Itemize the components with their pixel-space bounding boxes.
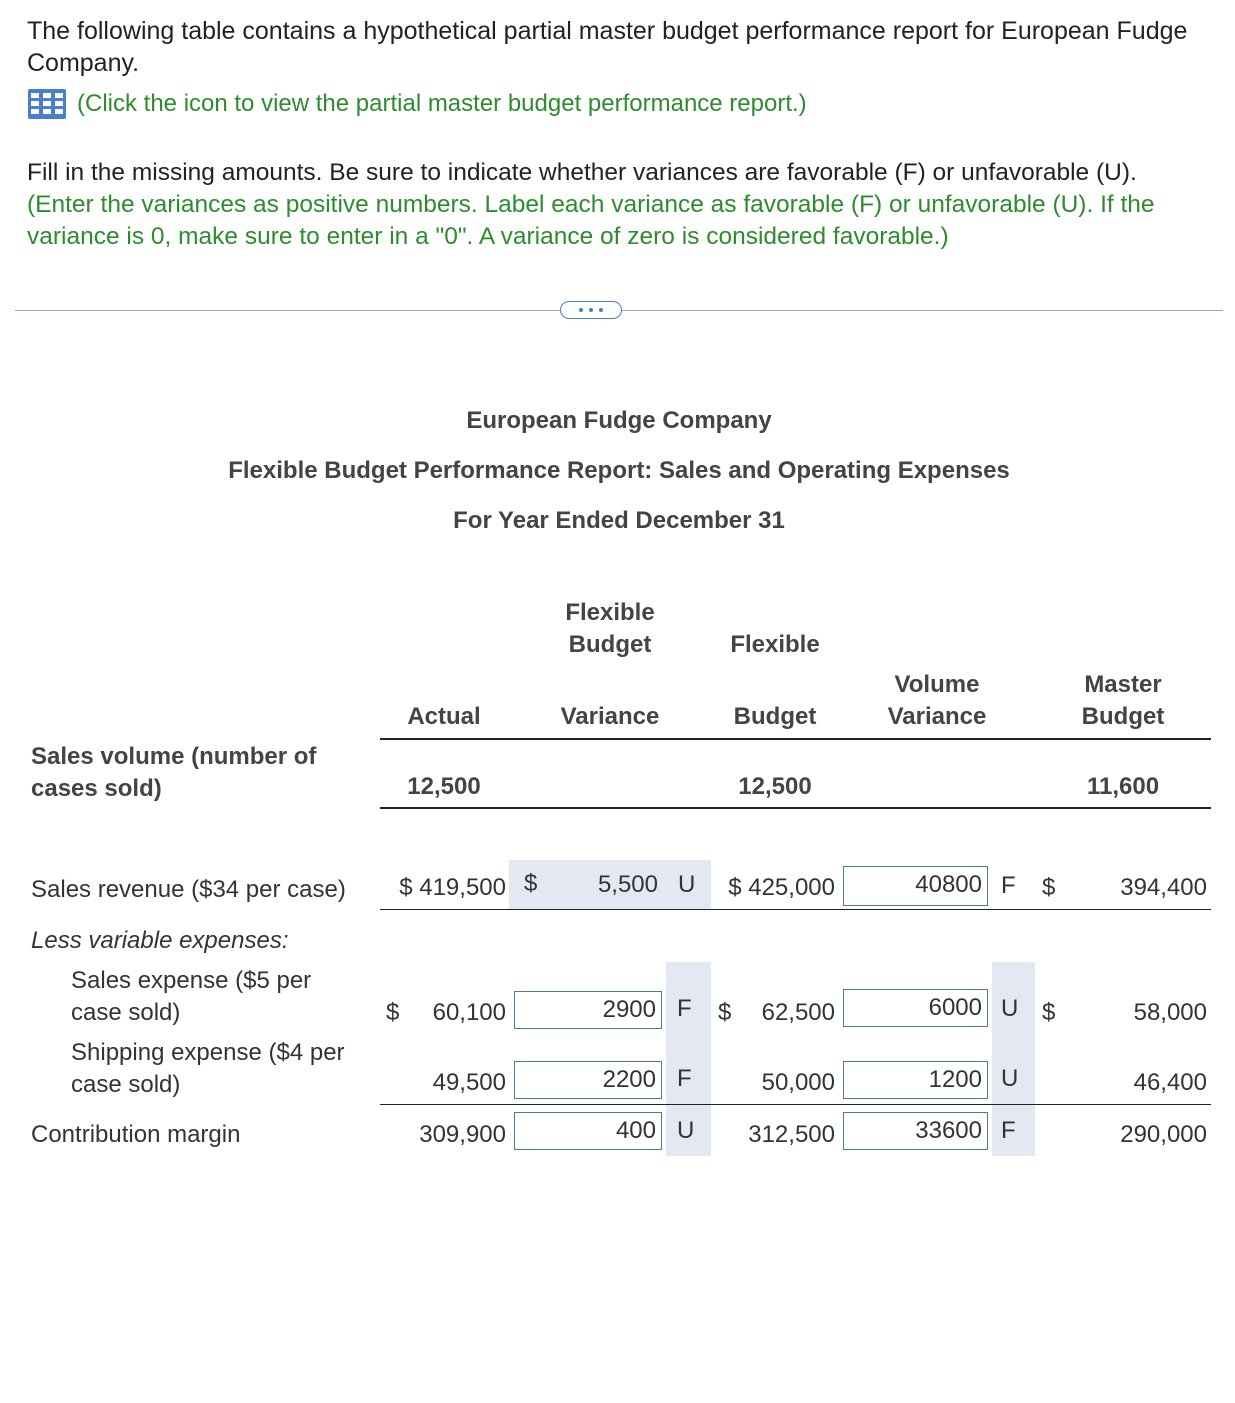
sales-expense-fbv-flag[interactable]: F (677, 995, 692, 1022)
shipping-expense-label: Shipping expense ($4 per case sold) (71, 1039, 345, 1098)
header-rule (380, 738, 1211, 740)
shipping-expense-fbv-input[interactable]: 2200 (514, 1061, 662, 1099)
shipping-expense-master: 46,400 (1133, 1069, 1207, 1096)
sales-revenue-flexible: $ 425,000 (728, 874, 835, 901)
shipping-expense-actual: 49,500 (432, 1069, 506, 1096)
more-button[interactable] (560, 301, 622, 319)
contribution-margin-flexible: 312,500 (748, 1121, 835, 1148)
company-name: European Fudge Company (466, 407, 772, 434)
header-fb-1: Flexible (730, 631, 820, 658)
sales-expense-master: 58,000 (1133, 999, 1207, 1026)
sales-volume-flexible: 12,500 (738, 773, 812, 800)
contribution-margin-fbv-flag[interactable]: U (677, 1117, 695, 1144)
contribution-margin-vv-flag[interactable]: F (1001, 1117, 1016, 1144)
shipping-expense-vv-input[interactable]: 1200 (843, 1061, 988, 1099)
report-link[interactable] (27, 88, 807, 120)
contribution-margin-actual: 309,900 (419, 1121, 506, 1148)
shipping-expense-fbv-flag[interactable]: F (677, 1065, 692, 1092)
sales-expense-vv-input[interactable]: 6000 (843, 989, 988, 1027)
report-link-text[interactable]: (Click the icon to view the partial master budget performance report.) (77, 90, 807, 117)
table-grid-icon[interactable] (27, 88, 67, 120)
sales-expense-actual: 60,100 (432, 999, 506, 1026)
sales-expense-vv-flag[interactable]: U (1001, 995, 1019, 1022)
sales-expense-label: Sales expense ($5 per case sold) (71, 967, 312, 1026)
sales-revenue-master: 394,400 (1120, 874, 1207, 901)
sales-volume-master: 11,600 (1086, 773, 1160, 800)
header-vv-2: Variance (887, 703, 987, 730)
sales-revenue-actual: $ 419,500 (399, 874, 506, 901)
sales-expense-fbv-input[interactable]: 2900 (514, 991, 662, 1029)
header-fbv-1: Flexible (565, 599, 655, 626)
intro-text: The following table contains a hypothetical partial master budget performance report for European Fudge Company. (27, 17, 1188, 77)
sales-expense-flexible: 62,500 (761, 999, 835, 1026)
sales-revenue-mb-dollar: $ (1042, 874, 1056, 901)
contribution-margin-master: 290,000 (1120, 1121, 1207, 1148)
instructions (27, 157, 1222, 253)
report-title: Flexible Budget Performance Report: Sales and Operating Expenses (228, 457, 1010, 484)
shipping-expense-flexible: 50,000 (761, 1069, 835, 1096)
sales-expense-actual-dollar: $ (386, 999, 400, 1026)
sales-revenue-fbv-flag: U (678, 871, 696, 898)
revenue-rule (380, 909, 1211, 910)
header-actual: Actual (407, 703, 481, 730)
instructions-main: Fill in the missing amounts. Be sure to indicate whether variances are favorable (F) or unfavorable (U). (27, 159, 1137, 186)
sales-revenue-fbv-dollar: $ (524, 870, 538, 897)
contribution-margin-label: Contribution margin (31, 1121, 241, 1148)
sales-revenue-fbv-value: 5,500 (597, 871, 658, 898)
volume-rule (380, 807, 1211, 809)
contribution-margin-vv-input[interactable]: 33600 (843, 1112, 988, 1150)
header-mb-2: Budget (1081, 703, 1165, 730)
shipping-expense-vv-flag[interactable]: U (1001, 1065, 1019, 1092)
header-fbv-2: Budget (568, 631, 652, 658)
sales-revenue-label: Sales revenue ($34 per case) (31, 876, 346, 903)
instructions-note: (Enter the variances as positive numbers. Label each variance as favorable (F) or unfavorable (U). If the variance is 0, make sure to enter in a "0". A variance of zero is considered favorable.) (27, 191, 1155, 250)
sales-volume-label: Sales volume (number of cases sold) (31, 743, 317, 802)
sales-revenue-vv-input[interactable]: 40800 (843, 866, 988, 906)
header-vv-1: Volume (894, 671, 980, 698)
sales-expense-fb-dollar: $ (718, 999, 732, 1026)
sales-expense-mb-dollar: $ (1042, 999, 1056, 1026)
header-fbv-3: Variance (560, 703, 660, 730)
sales-revenue-vv-flag[interactable]: F (1001, 872, 1016, 899)
sales-volume-actual: 12,500 (407, 773, 481, 800)
expenses-rule (380, 1104, 1211, 1105)
header-mb-1: Master (1084, 671, 1162, 698)
header-fb-2: Budget (733, 703, 817, 730)
contribution-margin-fbv-input[interactable]: 400 (514, 1112, 662, 1150)
less-variable-label: Less variable expenses: (31, 927, 289, 954)
report-period: For Year Ended December 31 (453, 507, 785, 534)
